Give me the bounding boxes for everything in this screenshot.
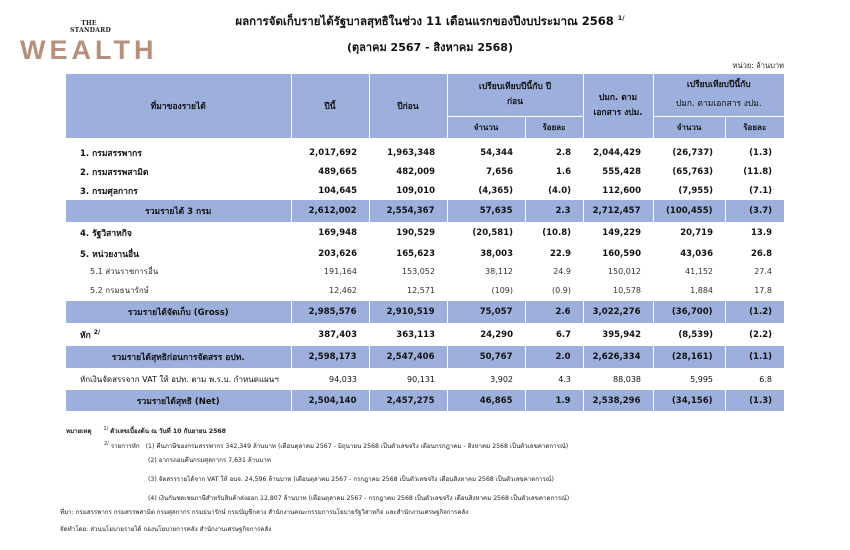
table-row (66, 368, 784, 390)
row-value: 46,865 (447, 390, 525, 411)
note-2-4: (4) เงินกันชดเชยภาษีสำหรับสินค้าส่งออก 12,807 ล้านบาท (เดือนตุลาคม 2567 - กรกฎาคม 2568 เป็นตัวเลขจริง เดือนสิงหาคม 2568 เป็นตัวเลขคาดการณ์) (148, 495, 570, 502)
row-value: (26,737) (672, 148, 713, 158)
table-row (66, 222, 784, 244)
row-value: 2,044,429 (593, 148, 641, 158)
header-percent: ร้อยละ (525, 116, 583, 138)
row-label: หักเงินจัดสรรจาก VAT ให้ อปท. ตาม พ.ร.บ. กำหนดแผนฯ (80, 374, 279, 384)
row-value: 150,012 (607, 267, 641, 276)
row-value: 38,003 (480, 248, 513, 259)
row-value: 2,504,140 (291, 390, 369, 411)
note-2-3: (3) จัดสรรรายได้จาก VAT ให้ อบจ. 24,596 ล้านบาท (เดือนตุลาคม 2567 - กรกฎาคม 2568 เป็นตัวเลขจริง เดือนสิงหาคม 2568 เป็นตัวเลขคาดการณ์) (148, 476, 554, 483)
row-value: 395,942 (602, 329, 641, 340)
row-value: (3.7) (725, 200, 784, 222)
row-label: รวมรายได้จัดเก็บ (Gross) (66, 301, 291, 323)
note-2-1: $^{2/}$ รายการหัก (1) คืนภาษีของกรมสรรพากร 342,349 ล้านบาท (เดือนตุลาคม 2567 - มิถุนายน 2568 เป็นตัวเลขจริง เดือนกรกฎาคม - สิงหาคม 2568 เป็นตัวเลขคาดการณ์) (104, 441, 569, 451)
row-value: 13.9 (751, 228, 772, 238)
row-value: 26.8 (751, 248, 772, 259)
row-value: 2.0 (525, 346, 583, 368)
row-value: 50,767 (447, 346, 525, 368)
row-value: (36,700) (653, 301, 725, 323)
logo-wealth: WEALTH (20, 35, 158, 65)
row-value: 90,131 (407, 374, 435, 384)
row-value: (10.8) (542, 228, 571, 238)
row-value: (0.9) (552, 286, 571, 295)
row-value: 38,112 (485, 267, 513, 276)
row-value: 43,036 (680, 248, 713, 259)
row-value: (20,581) (472, 228, 513, 238)
row-value: 10,578 (613, 286, 641, 295)
row-label: 1. กรมสรรพากร (80, 149, 142, 159)
row-value: 112,600 (602, 185, 641, 196)
row-value: 2,626,334 (583, 346, 653, 368)
row-value: 109,010 (396, 185, 435, 196)
row-value: (65,763) (672, 166, 713, 177)
table-row (66, 323, 784, 346)
row-label: รวมรายได้สุทธิ (Net) (66, 390, 291, 411)
row-value: 12,571 (407, 286, 435, 295)
row-value: 489,665 (318, 166, 357, 177)
row-value: 160,590 (602, 248, 641, 259)
header-compare-estimate: เปรียบเทียบปีนี้กับ ปมก. ตามเอกสาร งปม. (653, 74, 784, 116)
row-label: 5.1 ส่วนราชการอื่น (90, 267, 159, 276)
title-block (180, 13, 680, 56)
row-value: 104,645 (318, 185, 357, 196)
row-value: 1,963,348 (387, 148, 435, 158)
table-row (66, 138, 784, 162)
row-value: 2,538,296 (583, 390, 653, 411)
header-last-year: ปีก่อน (369, 74, 447, 138)
row-label: หัก $^{2/}$ (80, 328, 101, 341)
row-value: 2,910,519 (369, 301, 447, 323)
row-value: (8,539) (678, 329, 713, 340)
row-value: 4.3 (558, 374, 571, 384)
row-value: 75,057 (447, 301, 525, 323)
row-value: 149,229 (602, 228, 641, 238)
row-value: 22.9 (550, 248, 571, 259)
row-value: 2,457,275 (369, 390, 447, 411)
row-value: 2,612,002 (291, 200, 369, 222)
row-value: 1,884 (690, 286, 713, 295)
table-row (66, 162, 784, 181)
row-value: 2.6 (525, 301, 583, 323)
row-value: 3,902 (490, 374, 513, 384)
header-row-top (66, 74, 784, 116)
page-title: ผลการจัดเก็บรายได้รัฐบาลสุทธิในช่วง 11 เดือนแรกของปีงบประมาณ 2568 $^{1/}$ (235, 14, 625, 28)
note-source: ที่มา: กรมสรรพากร กรมสรรพสามิต กรมศุลกากร กรมธนารักษ์ กรมบัญชีกลาง สำนักงานคณะกรรมการนโยบายรัฐวิสาหกิจ และสำนักงานเศรษฐกิจการคลัง (60, 509, 469, 516)
row-value: 2,547,406 (369, 346, 447, 368)
row-value: 2,554,367 (369, 200, 447, 222)
row-value: 17.8 (754, 286, 772, 295)
table-row (66, 181, 784, 200)
row-value: 24,290 (480, 329, 513, 340)
table-total-row (66, 200, 784, 222)
row-value: 2.3 (525, 200, 583, 222)
row-value: (4,365) (478, 185, 513, 196)
brand-logo (20, 20, 160, 66)
row-value: 2,985,576 (291, 301, 369, 323)
note-1: หมายเหตุ $^{1/}$ ตัวเลขเบื้องต้น ณ วันที่ 10 กันยายน 2568 (66, 426, 226, 436)
row-label: รวมรายได้สุทธิก่อนการจัดสรร อปท. (66, 346, 291, 368)
row-value: 2,598,173 (291, 346, 369, 368)
row-value: 27.4 (754, 267, 772, 276)
row-value: 2.8 (555, 148, 571, 158)
row-value: (34,156) (653, 390, 725, 411)
row-value: (1.2) (725, 301, 784, 323)
row-value: 2,017,692 (309, 148, 357, 158)
table-total-row (66, 390, 784, 411)
row-value: 482,009 (396, 166, 435, 177)
row-value: (28,161) (653, 346, 725, 368)
row-value: 57,635 (447, 200, 525, 222)
row-value: 1.6 (555, 166, 571, 177)
row-value: (7.1) (749, 185, 772, 196)
row-value: 6.7 (555, 329, 571, 340)
header-amount-2: จำนวน (653, 116, 725, 138)
row-value: 191,164 (323, 267, 357, 276)
row-value: (7,955) (678, 185, 713, 196)
row-value: (1.1) (725, 346, 784, 368)
row-value: (4.0) (548, 185, 571, 196)
row-value: 2,712,457 (583, 200, 653, 222)
row-value: 24.9 (553, 267, 571, 276)
row-value: 387,403 (318, 329, 357, 340)
row-label: รวมรายได้ 3 กรม (66, 200, 291, 222)
header-compare-last-year: เปรียบเทียบปีนี้กับ ปีก่อน (447, 74, 583, 116)
row-label: 5.2 กรมธนารักษ์ (90, 286, 149, 295)
row-value: 1.9 (525, 390, 583, 411)
row-value: 12,462 (329, 286, 357, 295)
row-value: 363,113 (396, 329, 435, 340)
row-value: 88,038 (613, 374, 641, 384)
row-value: 41,152 (685, 267, 713, 276)
row-value: 94,033 (329, 374, 357, 384)
row-value: 165,623 (396, 248, 435, 259)
row-value: 20,719 (680, 228, 713, 238)
row-label: 2. กรมสรรพสามิต (80, 167, 149, 178)
row-value: 3,022,276 (583, 301, 653, 323)
note-2-2: (2) อากรถอนคืนกรมศุลกากร 7,631 ล้านบาท (148, 457, 271, 464)
table-total-row (66, 301, 784, 323)
header-this-year: ปีนี้ (291, 74, 369, 138)
row-value: 190,529 (396, 228, 435, 238)
row-value: (11.8) (743, 166, 772, 177)
row-value: (1.3) (749, 148, 772, 158)
table-body (66, 138, 784, 411)
row-value: 7,656 (486, 166, 513, 177)
row-value: 6.8 (759, 374, 772, 384)
table-row (66, 280, 784, 301)
row-label: 5. หน่วยงานอื่น (80, 249, 139, 260)
unit-label: หน่วย: ล้านบาท (732, 61, 784, 70)
row-value: (1.3) (725, 390, 784, 411)
row-value: (100,455) (653, 200, 725, 222)
row-value: 153,052 (401, 267, 435, 276)
row-value: (109) (491, 286, 513, 295)
table-row (66, 244, 784, 263)
row-value: (2.2) (749, 329, 772, 340)
note-prepared-by: จัดทำโดย: ส่วนนโยบายรายได้ กองนโยบายการคลัง สำนักงานเศรษฐกิจการคลัง (60, 526, 272, 533)
table-total-row (66, 346, 784, 368)
row-label: 4. รัฐวิสาหกิจ (80, 229, 132, 239)
row-value: 555,428 (602, 166, 641, 177)
table-row (66, 263, 784, 280)
row-value: 169,948 (318, 228, 357, 238)
logo-the-standard: THE STANDARD (70, 20, 112, 34)
header-percent-2: ร้อยละ (725, 116, 784, 138)
row-label: 3. กรมศุลกากร (80, 186, 138, 197)
header-estimate: ปมก. ตาม เอกสาร งปม. (583, 74, 653, 138)
row-value: 203,626 (318, 248, 357, 259)
revenue-table (66, 74, 784, 411)
header-amount: จำนวน (447, 116, 525, 138)
header-source: ที่มาของรายได้ (66, 74, 291, 138)
row-value: 5,995 (690, 374, 713, 384)
page-subtitle: (ตุลาคม 2567 - สิงหาคม 2568) (347, 41, 513, 54)
row-value: 54,344 (480, 148, 513, 158)
